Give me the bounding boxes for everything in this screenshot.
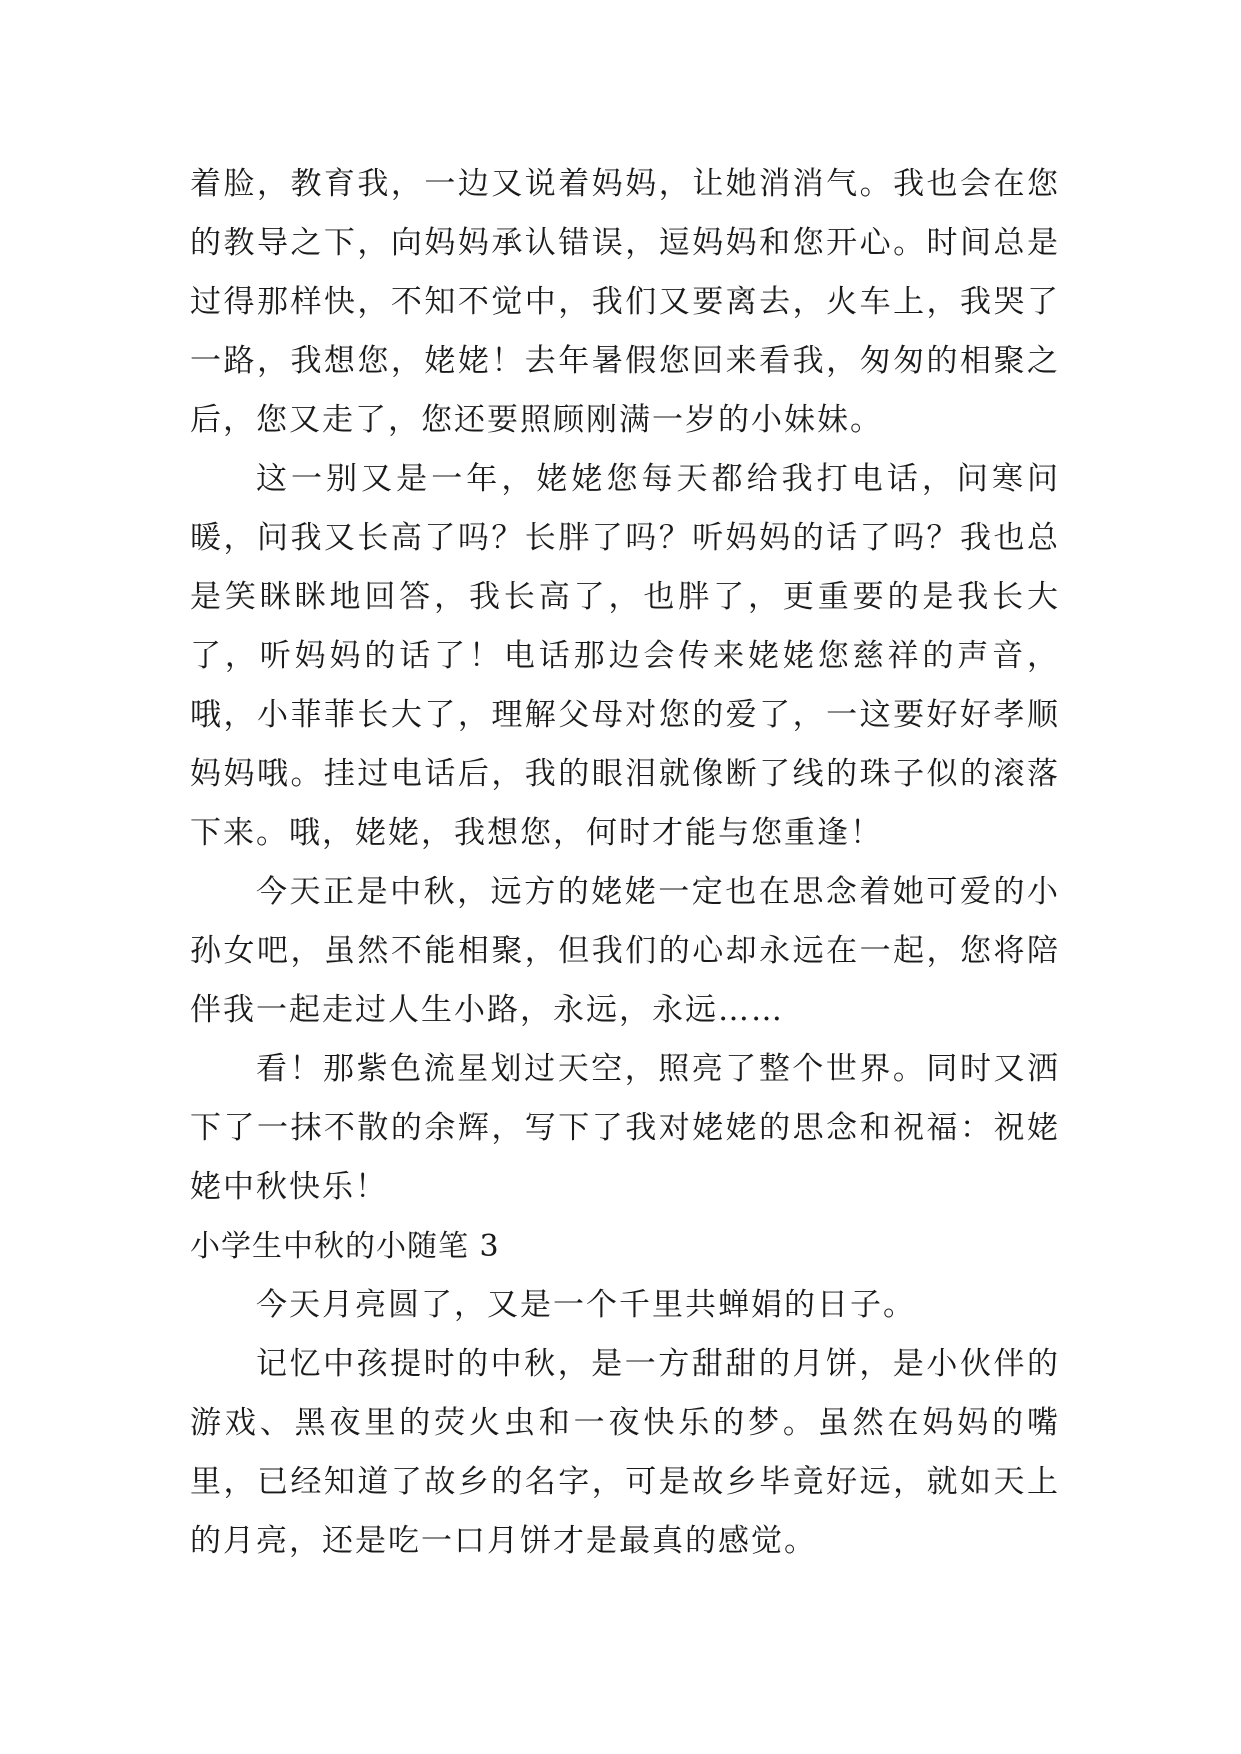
paragraph-childhood-memory: 记忆中孩提时的中秋，是一方甜甜的月饼，是小伙伴的游戏、黑夜里的荧火虫和一夜快乐的梦。虽然在妈妈的嘴里，已经知道了故乡的名字，可是故乡毕竟好远，就如天上的月亮，还是吃一口月饼才是最真的感觉。 — [190, 1346, 1060, 1559]
paragraph-continuation: 着脸，教育我，一边又说着妈妈，让她消消气。我也会在您的教导之下，向妈妈承认错误，逗妈妈和您开心。时间总是过得那样快，不知不觉中，我们又要离去，火车上，我哭了一路，我想您，姥姥！去年暑假您回来看我，匆匆的相聚之后，您又走了，您还要照顾刚满一岁的小妹妹。 — [190, 166, 1060, 438]
paragraph-full-moon: 今天月亮圆了，又是一个千里共蝉娟的日子。 — [256, 1287, 916, 1323]
section-title: 小学生中秋的小随笔 3 — [190, 1229, 500, 1264]
document-body — [190, 155, 1060, 1571]
paragraph-meteor: 看！那紫色流星划过天空，照亮了整个世界。同时又洒下了一抹不散的余辉，写下了我对姥姥的思念和祝福：祝姥姥中秋快乐！ — [190, 1051, 1060, 1205]
paragraph-mid-autumn: 今天正是中秋，远方的姥姥一定也在思念着她可爱的小孙女吧，虽然不能相聚，但我们的心却永远在一起，您将陪伴我一起走过人生小路，永远，永远…… — [190, 874, 1060, 1028]
paragraph-phone-calls: 这一别又是一年，姥姥您每天都给我打电话，问寒问暖，问我又长高了吗？长胖了吗？听妈妈的话了吗？我也总是笑眯眯地回答，我长高了，也胖了，更重要的是我长大了，听妈妈的话了！电话那边会传来姥姥您慈祥的声音，哦，小菲菲长大了，理解父母对您的爱了，一这要好好孝顺妈妈哦。挂过电话后，我的眼泪就像断了线的珠子似的滚落下来。哦，姥姥，我想您，何时才能与您重逢！ — [190, 461, 1060, 851]
